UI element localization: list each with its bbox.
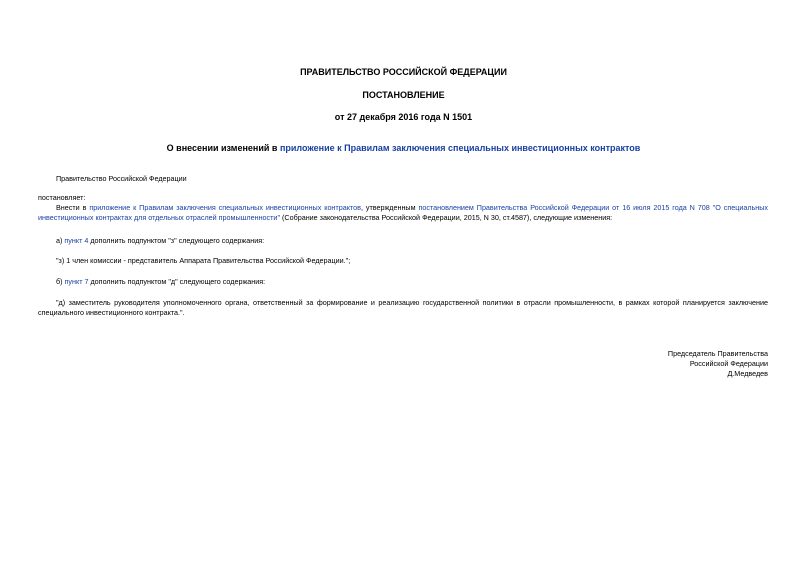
item-b-quote-line-2: специального инвестиционного контракта.". bbox=[38, 308, 185, 317]
issuing-authority: ПРАВИТЕЛЬСТВО РОССИЙСКОЙ ФЕДЕРАЦИИ bbox=[300, 67, 507, 77]
paragraph-main bbox=[38, 203, 768, 223]
item-a-quote: "з) 1 член комиссии - представитель Аппарата Правительства Российской Федерации."; bbox=[56, 256, 351, 265]
item-b-quote-line-1: "д) заместитель руководителя уполномоченного органа, ответственный за формирование и реализацию государственной политики в отрасли промышленности, в рамках которой планируется заключение bbox=[56, 298, 768, 307]
resolves-word: постановляет: bbox=[38, 193, 86, 202]
item-b: б) пункт 7 дополнить подпунктом "д" следующего содержания: bbox=[56, 277, 266, 286]
annex-link[interactable]: приложение к Правилам заключения специальных инвестиционных контрактов bbox=[89, 203, 361, 212]
document-title-prefix: О внесении изменений в bbox=[166, 143, 280, 153]
signature-block bbox=[568, 349, 768, 379]
preamble: Правительство Российской Федерации bbox=[56, 174, 187, 183]
resolution-708-link[interactable]: постановлением Правительства Российской Федерации от 16 июля 2015 года N 708 "О специальных bbox=[418, 203, 769, 212]
paragraph-main-line-1: Внести в приложение к Правилам заключения специальных инвестиционных контрактов, утвержденным постановлением Правительства Российской Федерации от 16 июля 2015 года N 708 "О специальных bbox=[56, 203, 769, 212]
document-type: ПОСТАНОВЛЕНИЕ bbox=[362, 90, 445, 100]
item-a: а) пункт 4 дополнить подпунктом "з" следующего содержания: bbox=[56, 236, 265, 245]
point-4-link[interactable]: пункт 4 bbox=[64, 236, 89, 245]
document-title bbox=[0, 143, 807, 154]
signature-title: Председатель Правительства bbox=[667, 349, 768, 358]
signature-name: Д.Медведев bbox=[727, 369, 768, 378]
document-title-link[interactable]: приложение к Правилам заключения специальных инвестиционных контрактов bbox=[279, 143, 641, 153]
item-b-quote bbox=[38, 298, 768, 318]
signature-org: Российской Федерации bbox=[689, 359, 768, 368]
document-date-number: от 27 декабря 2016 года N 1501 bbox=[334, 112, 473, 122]
paragraph-main-line-2: инвестиционных контрактах для отдельных отраслей промышленности" (Собрание законодательства Российской Федерации, 2015, N 30, ст.4587), следующие изменения: bbox=[38, 213, 613, 222]
point-7-link[interactable]: пункт 7 bbox=[64, 277, 89, 286]
resolution-708-link-cont[interactable]: инвестиционных контрактах для отдельных отраслей промышленности" bbox=[38, 213, 280, 222]
